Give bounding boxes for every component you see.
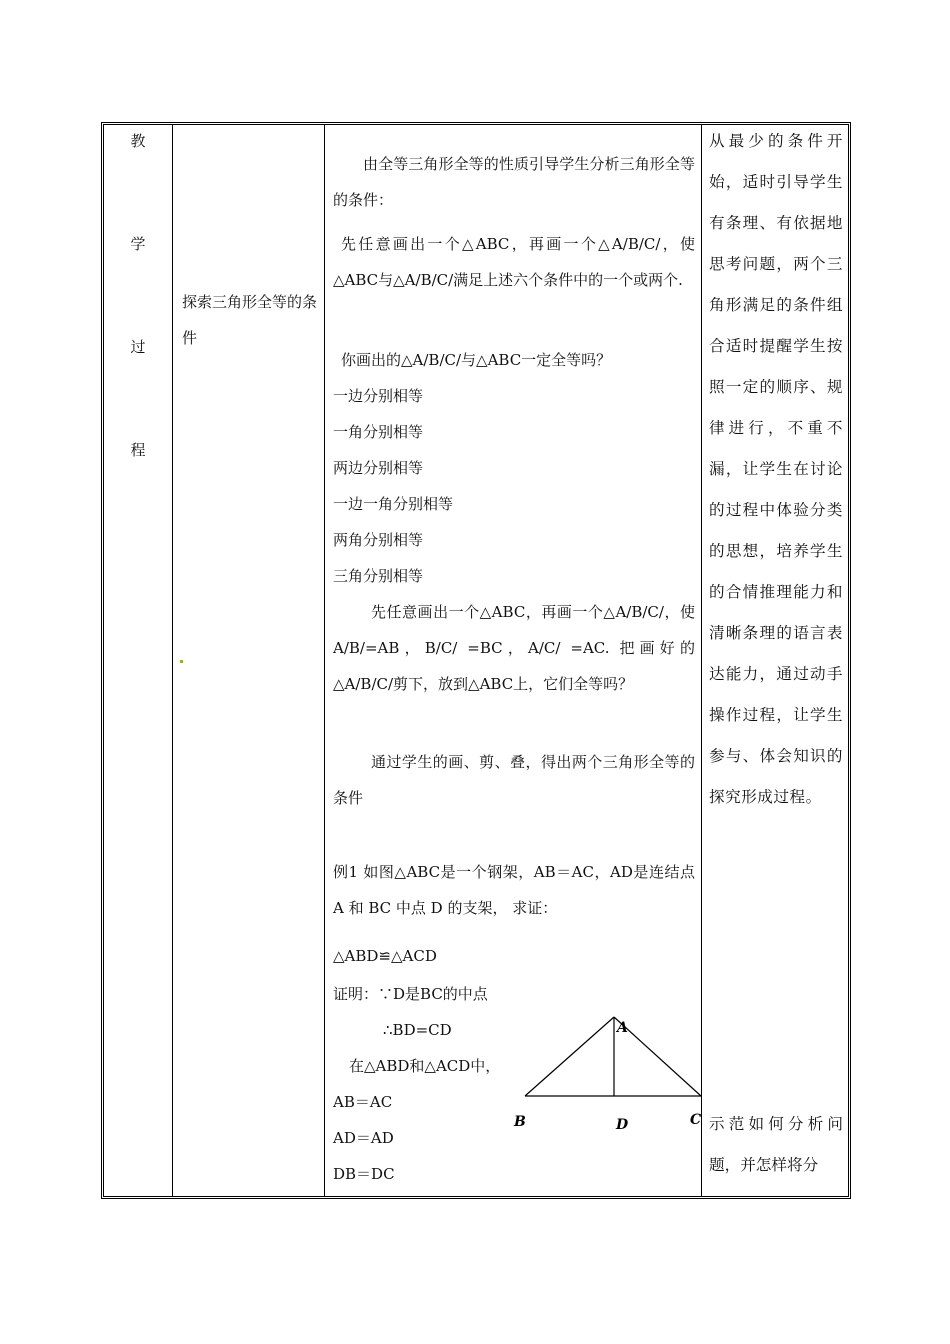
triangle-figure — [505, 1010, 715, 1140]
example-goal: △ABD≌△ACD — [333, 947, 437, 965]
proof-line-3: 在△ABD和△ACD中， — [349, 1057, 501, 1075]
column-divider-1 — [172, 124, 173, 1197]
stage-char-2: 学 — [130, 235, 146, 253]
stage-char-3: 过 — [130, 338, 146, 356]
teaching-note-2: 示范如何分析问题，并怎样将分 — [709, 1115, 843, 1174]
point-label-b: B — [514, 1114, 526, 1130]
condition-5: 两角分别相等 — [333, 531, 424, 549]
condition-1: 一边分别相等 — [333, 387, 424, 405]
side-ab — [525, 1017, 614, 1096]
proof-eq-1: AB＝AC — [333, 1093, 393, 1111]
task2-paragraph: 先任意画出一个△ABC，再画一个△A/B/C/，使A/B/=AB，B/C/ =BC，A/C/ =AC. 把画好的△A/B/C/剪下，放到△ABC上，它们全等吗？ — [333, 603, 695, 693]
proof-line-1: 证明：∵D是BC的中点 — [333, 985, 488, 1003]
condition-2: 一角分别相等 — [333, 423, 424, 441]
stage-char-4: 程 — [130, 441, 146, 459]
task1-paragraph: 先任意画出一个△ABC，再画一个△A/B/C/，使△ABC与△A/B/C/满足上述六个条件中的一个或两个. — [333, 235, 695, 289]
condition-3: 两边分别相等 — [333, 459, 424, 477]
point-label-c: C — [690, 1112, 702, 1128]
column-divider-2 — [324, 124, 325, 1197]
summary-paragraph: 通过学生的画、剪、叠，得出两个三角形全等的条件 — [333, 753, 695, 807]
intro-paragraph: 由全等三角形全等的性质引导学生分析三角形全等的条件： — [333, 155, 695, 209]
example-paragraph: 例1 如图△ABC是一个钢架，AB＝AC，AD是连结点 A 和 BC 中点 D 的支架， 求证： — [333, 863, 695, 917]
topic-label: 探索三角形全等的条件 — [182, 293, 318, 347]
proof-line-2: ∴BD=CD — [383, 1021, 452, 1039]
question1: 你画出的△A/B/C/与△ABC一定全等吗？ — [341, 351, 612, 369]
point-label-a: A — [617, 1020, 628, 1036]
stage-char-1: 教 — [130, 132, 146, 150]
stray-mark — [180, 660, 183, 663]
teaching-note-1: 从最少的条件开始，适时引导学生有条理、有依据地思考问题，两个三角形满足的条件组合适时提醒学生按照一定的顺序、规律进行，不重不漏，让学生在讨论的过程中体验分类的思想，培养学生的合情推理能力和清晰条理的语言表达能力，通过动手操作过程，让学生参与、体会知识的探究形成过程。 — [709, 132, 843, 806]
proof-eq-2: AD＝AD — [333, 1129, 394, 1147]
point-label-d: D — [616, 1117, 629, 1133]
condition-4: 一边一角分别相等 — [333, 495, 454, 513]
proof-eq-3: DB＝DC — [333, 1165, 395, 1183]
condition-6: 三角分别相等 — [333, 567, 424, 585]
